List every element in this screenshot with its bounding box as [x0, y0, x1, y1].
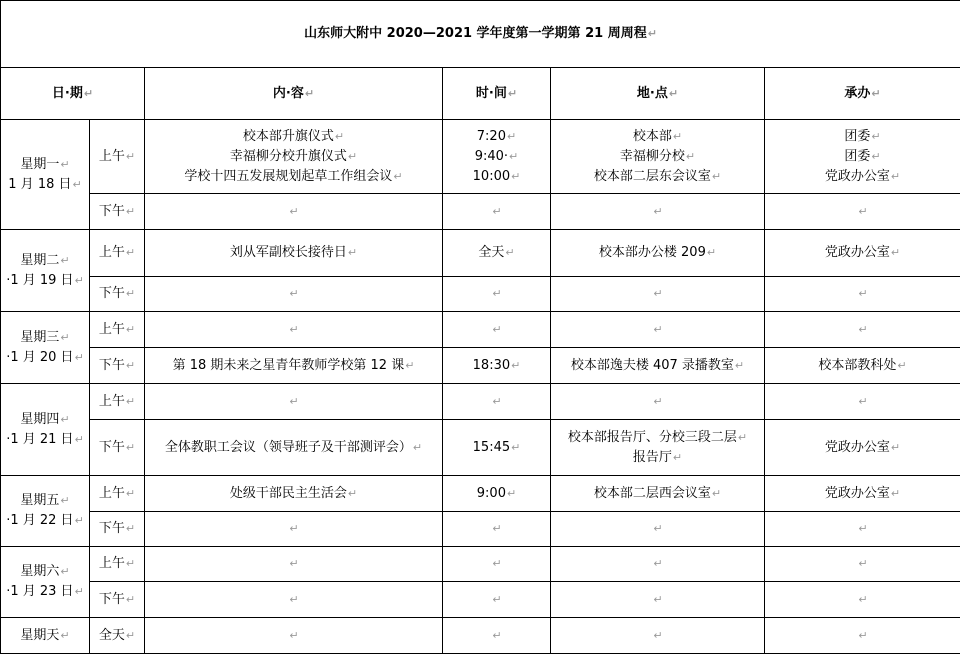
content-cell-text: 刘从军副校长接待日: [229, 245, 347, 260]
table-row: [1, 194, 960, 230]
content-cell: [145, 476, 443, 512]
content-cell: [145, 120, 443, 194]
day-label-line: 星期二: [20, 252, 60, 268]
host-cell: [765, 420, 960, 476]
time-cell: [443, 512, 551, 547]
header-content: 内·容↵: [145, 68, 443, 120]
paragraph-mark: ↵: [711, 169, 722, 183]
paragraph-mark: ↵: [858, 394, 868, 408]
day-label: [1, 618, 90, 654]
paragraph-mark: ↵: [60, 628, 70, 642]
day-label-line: 星期天: [20, 627, 60, 643]
content-cell: [145, 194, 443, 230]
period-cell-text: 上午: [98, 148, 125, 164]
period-cell-text: 下午: [98, 357, 125, 373]
paragraph-mark: ↵: [74, 273, 84, 287]
paragraph-mark: ↵: [890, 440, 901, 454]
paragraph-mark: ↵: [734, 358, 745, 372]
content-cell-text: 幸福柳分校升旗仪式: [229, 148, 347, 164]
paragraph-mark: ↵: [125, 246, 136, 259]
time-cell-text: 全天: [478, 245, 505, 260]
period-cell-text: 下午: [98, 591, 125, 607]
day-label-line: ·1 月 22 日: [6, 513, 74, 528]
paragraph-mark: ↵: [60, 157, 70, 171]
host-cell: [765, 277, 960, 312]
content-cell-text: 校本部升旗仪式: [242, 128, 334, 144]
paragraph-mark: ↵: [72, 177, 82, 191]
content-cell: [145, 348, 443, 384]
day-label: [1, 547, 90, 618]
day-label-line: 星期四: [20, 411, 60, 427]
paragraph-mark: ↵: [511, 440, 521, 454]
place-cell-text: 校本部报告厅、分校三段二层: [567, 429, 737, 445]
time-cell-text: 10:00: [472, 168, 511, 184]
table-row: [1, 312, 960, 348]
paragraph-mark: ↵: [492, 394, 502, 408]
paragraph-mark: ↵: [125, 522, 136, 535]
place-cell: [551, 348, 765, 384]
paragraph-mark: ↵: [125, 204, 136, 218]
period-cell: [90, 618, 145, 654]
paragraph-mark: ↵: [890, 169, 901, 183]
table-row: [1, 618, 960, 654]
place-cell-text: 校本部二层东会议室: [593, 168, 711, 184]
place-cell: [551, 512, 765, 547]
time-cell-text: 9:00: [476, 485, 506, 501]
time-cell: [443, 618, 551, 654]
paragraph-mark: ↵: [289, 322, 299, 336]
time-cell: [443, 312, 551, 348]
paragraph-mark: ↵: [653, 628, 663, 642]
paragraph-mark: ↵: [60, 412, 70, 426]
table-row: [1, 582, 960, 618]
paragraph-mark: ↵: [74, 350, 84, 364]
period-cell-text: 上午: [98, 245, 125, 260]
day-label-line: 星期六: [20, 564, 60, 579]
place-cell-text: 报告厅: [632, 449, 672, 465]
paragraph-mark: ↵: [289, 557, 299, 570]
host-cell-text: 党政办公室: [824, 485, 890, 501]
host-cell: [765, 547, 960, 582]
paragraph-mark: ↵: [653, 557, 663, 570]
period-cell: [90, 312, 145, 348]
host-cell-text: 党政办公室: [824, 168, 890, 184]
place-cell: [551, 547, 765, 582]
table-row: [1, 512, 960, 547]
table-row: [1, 277, 960, 312]
paragraph-mark: ↵: [492, 322, 502, 336]
day-label: [1, 312, 90, 384]
paragraph-mark: ↵: [125, 394, 136, 408]
paragraph-mark: ↵: [492, 287, 502, 300]
paragraph-mark: ↵: [653, 592, 663, 606]
period-cell: [90, 582, 145, 618]
paragraph-mark: ↵: [125, 628, 136, 642]
period-cell-text: 下午: [98, 286, 125, 301]
paragraph-mark: ↵: [125, 322, 136, 336]
time-cell: [443, 230, 551, 277]
place-cell: [551, 420, 765, 476]
header-place: 地·点↵: [551, 68, 765, 120]
paragraph-mark: ↵: [492, 204, 502, 218]
paragraph-mark: ↵: [125, 287, 136, 300]
content-cell-text: 处级干部民主生活会: [229, 485, 347, 501]
paragraph-mark: ↵: [492, 628, 502, 642]
place-cell: [551, 194, 765, 230]
paragraph-mark: ↵: [653, 522, 663, 535]
day-label: [1, 230, 90, 312]
place-cell: [551, 384, 765, 420]
paragraph-mark: ↵: [125, 358, 136, 372]
period-cell-text: 下午: [98, 203, 125, 219]
paragraph-mark: ↵: [858, 592, 868, 606]
table-row: [1, 230, 960, 277]
header-time: 时·间↵: [443, 68, 551, 120]
period-cell: [90, 547, 145, 582]
paragraph-mark: ↵: [871, 149, 881, 163]
table-row: [1, 384, 960, 420]
content-cell-text: 学校十四五发展规划起草工作组会议: [184, 168, 393, 184]
place-cell-text: 校本部逸夫楼 407 录播教室: [570, 357, 734, 373]
paragraph-mark: ↵: [653, 394, 663, 408]
paragraph-mark: ↵: [60, 565, 70, 578]
paragraph-mark: ↵: [737, 430, 748, 444]
host-cell: [765, 512, 960, 547]
time-cell: [443, 476, 551, 512]
paragraph-mark: ↵: [289, 204, 299, 218]
content-cell: [145, 420, 443, 476]
paragraph-mark: ↵: [347, 486, 358, 500]
place-cell-text: 校本部办公楼 209: [598, 245, 706, 260]
paragraph-mark: ↵: [289, 522, 299, 535]
content-cell: [145, 230, 443, 277]
paragraph-mark: ↵: [74, 432, 84, 446]
period-cell: [90, 120, 145, 194]
period-cell-text: 全天: [98, 627, 125, 643]
paragraph-mark: ↵: [685, 149, 696, 163]
paragraph-mark: ↵: [653, 287, 663, 300]
day-label: [1, 120, 90, 230]
paragraph-mark: ↵: [347, 246, 358, 259]
day-label-line: ·1 月 20 日: [6, 349, 74, 365]
paragraph-mark: ↵: [289, 287, 299, 300]
content-cell: [145, 618, 443, 654]
time-cell: [443, 384, 551, 420]
paragraph-mark: ↵: [60, 253, 70, 267]
time-cell: [443, 277, 551, 312]
header-host: 承办↵: [765, 68, 960, 120]
period-cell-text: 下午: [98, 521, 125, 536]
host-cell: [765, 348, 960, 384]
paragraph-mark: ↵: [347, 149, 358, 163]
paragraph-mark: ↵: [60, 330, 70, 344]
host-cell-text: 校本部教科处: [818, 357, 897, 373]
time-cell-text: 7:20: [476, 128, 506, 144]
header-date: 日·期↵: [1, 68, 145, 120]
content-cell: [145, 384, 443, 420]
period-cell: [90, 384, 145, 420]
paragraph-mark: ↵: [506, 129, 517, 143]
paragraph-mark: ↵: [492, 557, 502, 570]
paragraph-mark: ↵: [509, 149, 519, 163]
paragraph-mark: ↵: [393, 169, 403, 183]
paragraph-mark: ↵: [289, 394, 299, 408]
paragraph-mark: ↵: [60, 494, 70, 507]
content-cell-text: 全体教职工会议（领导班子及干部测评会）: [164, 439, 412, 455]
period-cell-text: 下午: [98, 439, 125, 455]
period-cell-text: 上午: [98, 556, 125, 571]
day-label-line: 星期五: [20, 493, 60, 508]
period-cell-text: 上午: [98, 321, 125, 337]
host-cell: [765, 194, 960, 230]
paragraph-mark: ↵: [505, 246, 515, 259]
period-cell: [90, 420, 145, 476]
time-cell: [443, 582, 551, 618]
host-cell: [765, 618, 960, 654]
place-cell: [551, 277, 765, 312]
time-cell: [443, 547, 551, 582]
table-row: [1, 476, 960, 512]
host-cell: [765, 230, 960, 277]
paragraph-mark: ↵: [711, 486, 722, 500]
time-cell: [443, 420, 551, 476]
paragraph-mark: ↵: [289, 592, 299, 606]
paragraph-mark: ↵: [125, 149, 136, 163]
host-cell: [765, 312, 960, 348]
paragraph-mark: ↵: [672, 129, 683, 143]
paragraph-mark: ↵: [653, 204, 663, 218]
host-cell-text: 党政办公室: [824, 439, 890, 455]
place-cell: [551, 618, 765, 654]
paragraph-mark: ↵: [74, 514, 84, 527]
place-cell-text: 幸福柳分校: [619, 148, 685, 164]
day-label-line: ·1 月 19 日: [6, 272, 74, 288]
paragraph-mark: ↵: [511, 169, 521, 183]
paragraph-mark: ↵: [125, 440, 136, 454]
day-label-line: 1 月 18 日: [8, 176, 72, 192]
time-cell-text: 15:45: [472, 439, 511, 455]
content-cell: [145, 582, 443, 618]
paragraph-mark: ↵: [506, 486, 517, 500]
content-cell-text: 第 18 期未来之星青年教师学校第 12 课: [172, 357, 405, 373]
content-cell: [145, 277, 443, 312]
paragraph-mark: ↵: [492, 592, 502, 606]
period-cell: [90, 348, 145, 384]
time-cell-text: 9:40·: [474, 148, 509, 164]
paragraph-mark: ↵: [858, 522, 868, 535]
paragraph-mark: ↵: [890, 246, 901, 259]
paragraph-mark: ↵: [858, 204, 868, 218]
paragraph-mark: ↵: [492, 522, 502, 535]
paragraph-mark: ↵: [334, 129, 345, 143]
time-cell: [443, 194, 551, 230]
paragraph-mark: ↵: [672, 450, 683, 464]
time-cell: [443, 348, 551, 384]
paragraph-mark: ↵: [653, 322, 663, 336]
paragraph-mark: ↵: [511, 358, 521, 372]
content-cell: [145, 547, 443, 582]
paragraph-mark: ↵: [125, 592, 136, 606]
day-label-line: 星期一: [20, 156, 60, 172]
paragraph-mark: ↵: [871, 129, 881, 143]
paragraph-mark: ↵: [858, 322, 868, 336]
place-cell: [551, 120, 765, 194]
host-cell-text: 党政办公室: [824, 245, 890, 260]
paragraph-mark: ↵: [897, 358, 907, 372]
day-label-line: ·1 月 23 日: [6, 584, 74, 599]
period-cell: [90, 512, 145, 547]
paragraph-mark: ↵: [289, 628, 299, 642]
page-title: 山东师大附中 2020—2021 学年度第一学期第 21 周周程↵: [1, 1, 960, 68]
time-cell: [443, 120, 551, 194]
content-cell: [145, 512, 443, 547]
period-cell: [90, 194, 145, 230]
paragraph-mark: ↵: [125, 486, 136, 500]
paragraph-mark: ↵: [890, 486, 901, 500]
period-cell: [90, 277, 145, 312]
period-cell: [90, 230, 145, 277]
paragraph-mark: ↵: [858, 557, 868, 570]
host-cell: [765, 476, 960, 512]
paragraph-mark: ↵: [412, 440, 423, 454]
paragraph-mark: ↵: [74, 585, 84, 598]
host-cell: [765, 384, 960, 420]
paragraph-mark: ↵: [405, 358, 415, 372]
host-cell-text: 团委: [844, 128, 871, 144]
place-cell-text: 校本部: [632, 128, 672, 144]
period-cell-text: 上午: [98, 393, 125, 409]
paragraph-mark: ↵: [706, 246, 717, 259]
place-cell: [551, 312, 765, 348]
table-row: [1, 547, 960, 582]
period-cell-text: 上午: [98, 485, 125, 501]
table-row: [1, 420, 960, 476]
place-cell: [551, 230, 765, 277]
day-label-line: ·1 月 21 日: [6, 431, 74, 447]
time-cell-text: 18:30: [472, 357, 511, 373]
place-cell: [551, 582, 765, 618]
day-label: [1, 384, 90, 476]
paragraph-mark: ↵: [858, 287, 868, 300]
period-cell: [90, 476, 145, 512]
place-cell: [551, 476, 765, 512]
table-row: [1, 120, 960, 194]
host-cell: [765, 120, 960, 194]
paragraph-mark: ↵: [125, 557, 136, 570]
place-cell-text: 校本部二层西会议室: [593, 485, 711, 501]
content-cell: [145, 312, 443, 348]
paragraph-mark: ↵: [858, 628, 868, 642]
host-cell: [765, 582, 960, 618]
day-label: [1, 476, 90, 547]
host-cell-text: 团委: [844, 148, 871, 164]
day-label-line: 星期三: [20, 329, 60, 345]
table-row: [1, 348, 960, 384]
